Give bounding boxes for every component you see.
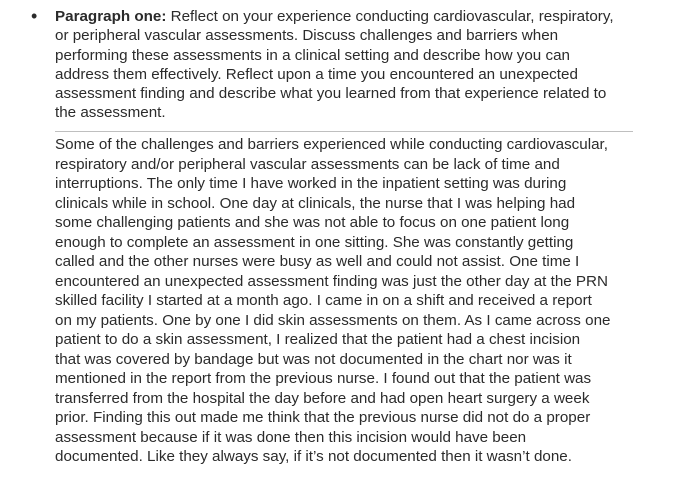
- response-line: prior. Finding this out made me think that the previous nurse did not do a proper: [55, 409, 591, 426]
- response-line: documented. Like they always say, if it’s not documented then it wasn’t done.: [55, 448, 572, 465]
- prompt-line: the assessment.: [55, 104, 166, 122]
- response-line: mentioned in the report from the previous nurse. I found out that the patient was: [55, 370, 592, 387]
- response-line: Some of the challenges and barriers experienced while conducting cardiovascular,: [55, 136, 608, 153]
- response-line: patient to do a skin assessment, I realized that the patient had a chest incision: [55, 331, 581, 348]
- response-line: clinicals while in school. One day at clinicals, the nurse that I was helping had: [55, 194, 576, 212]
- response-line: some challenging patients and she was not able to focus on one patient long: [55, 214, 570, 231]
- prompt-line: [55, 7, 645, 26]
- prompt-line: address them effectively. Reflect upon a time you encountered an unexpected: [55, 65, 578, 83]
- response-line: called and the other nurses were busy as well and could not assist. One time I: [55, 253, 580, 270]
- response-line: encountered an unexpected assessment finding was just the other day at the PRN: [55, 272, 608, 290]
- response-line: enough to complete an assessment in one sitting. She was constantly getting: [55, 233, 574, 251]
- bullet-marker: •: [31, 6, 38, 26]
- response-line: on my patients. One by one I did skin assessments on them. As I came across one: [55, 311, 611, 329]
- response-line: respiratory and/or peripheral vascular assessments can be lack of time and: [55, 155, 560, 173]
- response-line: assessment because if it was done then this incision would have been: [55, 428, 527, 446]
- prompt-line: or peripheral vascular assessments. Discuss challenges and barriers when: [55, 27, 559, 45]
- section-divider: [55, 131, 633, 132]
- prompt-line: performing these assessments in a clinical setting and describe how you can: [55, 46, 570, 64]
- response-line: skilled facility I started at a month ago. I came in on a shift and received a report: [55, 292, 592, 309]
- response-line: transferred from the hospital the day before and had open heart surgery a week: [55, 389, 590, 407]
- prompt-label: Paragraph one:: [55, 8, 167, 25]
- response-line: interruptions. The only time I have worked in the inpatient setting was during: [55, 175, 567, 192]
- prompt-line: assessment finding and describe what you learned from that experience related to: [55, 85, 607, 103]
- prompt-line-text: Reflect on your experience conducting cardiovascular, respiratory,: [166, 8, 614, 25]
- response-paragraph: [55, 135, 645, 467]
- assignment-prompt: [55, 7, 645, 123]
- response-line: that was covered by bandage but was not documented in the chart nor was it: [55, 350, 572, 368]
